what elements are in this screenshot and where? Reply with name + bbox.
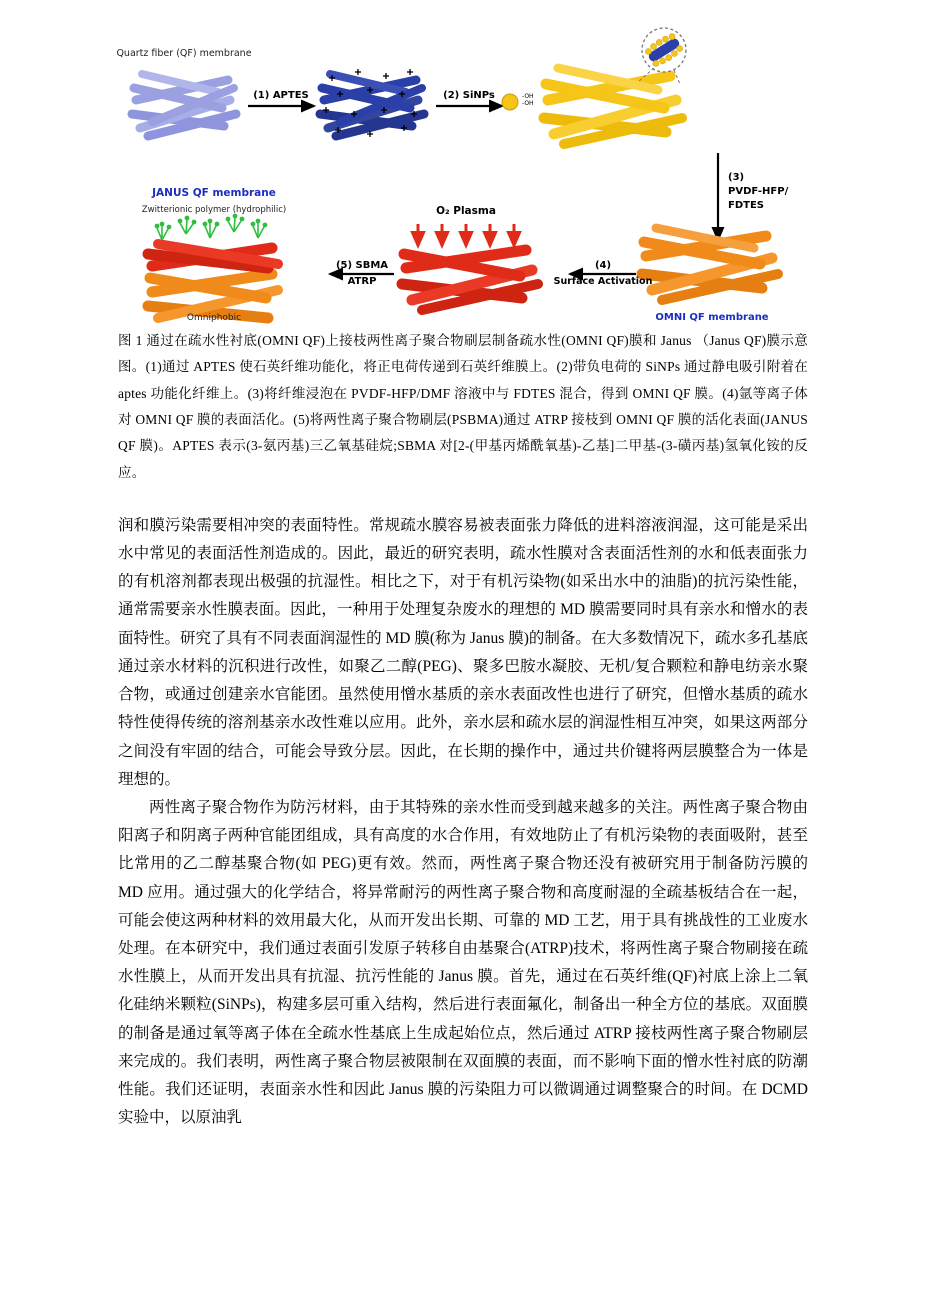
figure-label-step3-line2: PVDF-HFP/	[728, 186, 789, 197]
figure-label-janus-membrane: JANUS QF membrane	[152, 187, 276, 199]
figure-label-step3-line1: (3)	[728, 172, 745, 183]
figure-label-step5-line2: ATRP	[347, 276, 377, 287]
janus-qf-membrane-graphic	[148, 214, 278, 318]
figure-label-step1: (1) APTES	[253, 90, 309, 101]
body-text	[118, 512, 808, 1132]
figure-label-step3-line3: FDTES	[728, 200, 764, 211]
figure-label-o2-plasma: O₂ Plasma	[436, 205, 496, 217]
aptes-functionalized-membrane-graphic	[320, 69, 424, 137]
figure-scheme	[116, 28, 808, 323]
figure-label-step2: (2) SiNPs	[443, 90, 495, 101]
oxygen-plasma-arrows	[418, 224, 514, 246]
figure-label-step5-line1: (5) SBMA	[335, 260, 389, 271]
omni-qf-membrane-graphic	[642, 228, 778, 300]
figure-label-omni-membrane: OMNI QF membrane	[655, 312, 769, 323]
plasma-activated-membrane-graphic	[402, 250, 538, 310]
sinp-coated-membrane-graphic	[544, 68, 682, 144]
sinp-particle-icon	[502, 93, 534, 110]
paragraph-2: 两性离子聚合物作为防污材料，由于其特殊的亲水性而受到越来越多的关注。两性离子聚合物由阳离子和阴离子两种官能团组成，具有高度的水合作用，有效地防止了有机污染物的表面吸附，甚至比常用的乙二醇基聚合物(如 PEG)更有效。然而，两性离子聚合物还没有被研究用于制备防污膜的 MD 应用。通过强大的化学结合，将异常耐污的两性离子聚合物和高度耐湿的全疏基板结合在一起，可能会使这两种材料的效用最大化，从而开发出长期、可靠的 MD 工艺，用于具有挑战性的工业废水处理。在本研究中，我们通过表面引发原子转移自由基聚合(ATRP)技术，将两性离子聚合物刷接在疏水性膜上，从而开发出具有抗湿、抗污性能的 Janus 膜。首先，通过在石英纤维(QF)衬底上涂上二氧化硅纳米颗粒(SiNPs)，构建多层可重入结构，然后进行表面氟化，制备出一种全方位的基底。双面膜的制备是通过氧等离子体在全疏水性基底上生成起始位点，然后通过 ATRP 接枝两性离子聚合物刷层来完成的。我们表明，两性离子聚合物层被限制在双面膜的表面，而不影响下面的憎水性衬底的防潮性能。我们还证明，表面亲水性和因此 Janus 膜的污染阻力可以微调通过调整聚合的时间。在 DCMD 实验中，以原油乳	[118, 798, 808, 1127]
figure-caption: 图 1 通过在疏水性衬底(OMNI QF)上接枝两性离子聚合物刷层制备疏水性(OMNI QF)膜和 Janus （Janus QF)膜示意图。(1)通过 APTES 使石英纤维功能化，将正电荷传递到石英纤维膜上。(2)带负电荷的 SiNPs 通过静电吸引附着在 aptes 功能化纤维上。(3)将纤维浸泡在 PVDF-HFP/DMF 溶液中与 FDTES 混合，得到 OMNI QF 膜。(4)氩等离子体对 OMNI QF 膜的表面活化。(5)将两性离子聚合物刷层(PSBMA)通过 ATRP 接枝到 OMNI QF 膜的活化表面(JANUS QF 膜)。APTES 表示(3-氨丙基)三乙氧基硅烷;SBMA 对[2-(甲基丙烯酰氧基)-乙基]二甲基-(3-磺丙基)氢氧化铵的反应。	[118, 333, 808, 480]
figure-label-step4-line2: Surface Activation	[553, 276, 653, 287]
paragraph-1: 润和膜污染需要相冲突的表面特性。常规疏水膜容易被表面张力降低的进料溶液润湿，这可能是采出水中常见的表面活性剂造成的。因此，最近的研究表明，疏水性膜对含表面活性剂的水和低表面张力的有机溶剂都表现出极强的抗湿性。相比之下，对于有机污染物(如采出水中的油脂)的抗污染性能，通常需要亲水性膜表面。因此，一种用于处理复杂废水的理想的 MD 膜需要同时具有亲水和憎水的表面特性。研究了具有不同表面润湿性的 MD 膜(称为 Janus 膜)的制备。在大多数情况下，疏水多孔基底通过亲水材料的沉积进行改性，如聚乙二醇(PEG)、聚多巴胺水凝胶、无机/复合颗粒和静电纺亲水聚合物，或通过创建亲水官能团。虽然使用憎水基质的亲水表面改性也进行了研究，但憎水基质的疏水特性使得传统的溶剂基亲水改性难以应用。此外，亲水层和疏水层的润湿性相互冲突，如果这两部分之间没有牢固的结合，可能会导致分层。因此，在长期的操作中，通过共价键将两层膜整合为一体是理想的。	[118, 516, 808, 788]
zwitterionic-brush-graphic	[155, 214, 268, 240]
figure-label-omniphobic: Omniphobic	[186, 313, 242, 323]
svg-text:-OH: -OH	[522, 100, 534, 107]
figure-label-zwitterionic: Zwitterionic polymer (hydrophilic)	[141, 205, 287, 215]
figure-label-quartz-membrane: Quartz fiber (QF) membrane	[116, 48, 252, 59]
figure-label-step4-line1: (4)	[594, 260, 612, 271]
svg-text:-OH: -OH	[522, 93, 534, 100]
quartz-fiber-membrane-graphic	[132, 74, 236, 136]
